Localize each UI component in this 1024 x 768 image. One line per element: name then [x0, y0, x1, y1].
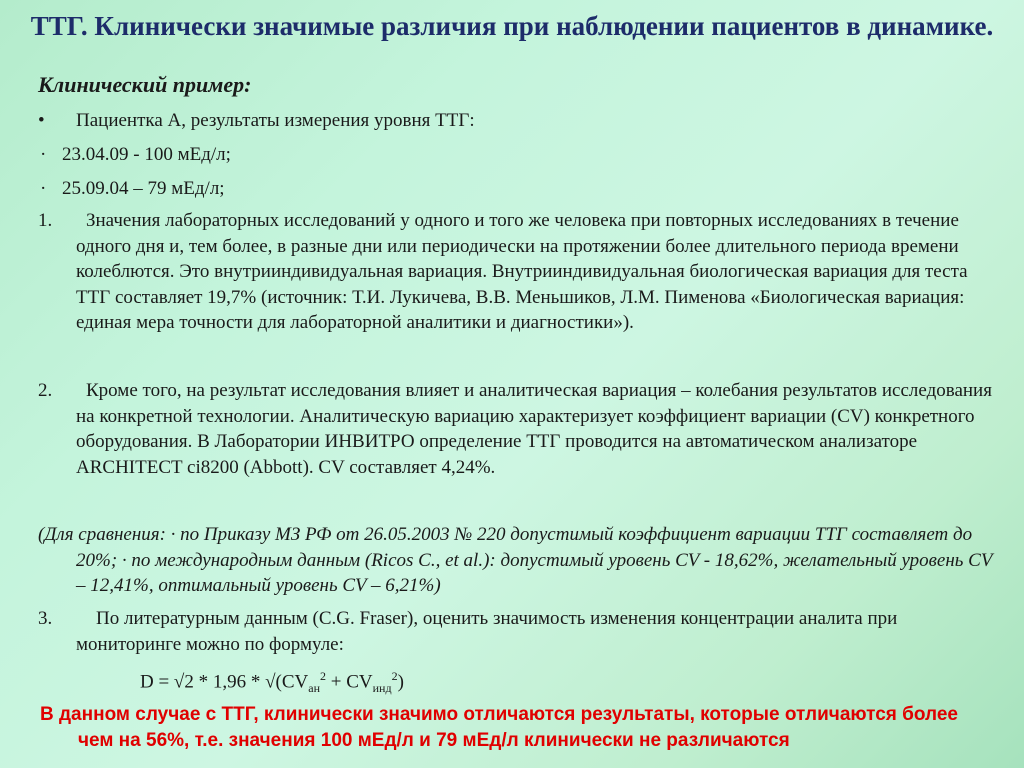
- comparison-text: (Для сравнения: · по Приказу МЗ РФ от 26.05.2003 № 220 допустимый коэффициент вариации ТТГ составляет до 20%; · по международным данным (Ricos C., et al.): допустимый уровень CV - 18,62%, желательный уровень CV – 12,41%, оптимальный уровень CV – 6,21%): [38, 524, 993, 596]
- measurement-item: [38, 176, 1002, 202]
- patient-line: [38, 108, 1002, 134]
- point-text: Кроме того, на результат исследования влияет и аналитическая вариация – колебания результатов исследования на конкретной технологии. Аналитическую вариацию характеризует коэффициент вариации (CV) конкретного оборудования. В Лаборатории ИНВИТРО определение ТТГ проводится на автоматическом анализаторе ARCHITECT ci8200 (Abbott). CV составляет 4,24%.: [76, 380, 992, 478]
- measurement-text: 25.09.04 – 79 мЕд/л;: [62, 178, 225, 199]
- point-number: 1.: [38, 210, 53, 231]
- subtitle: Клинический пример:: [38, 72, 252, 97]
- point-number: 3.: [38, 608, 53, 629]
- measurement-text: 23.04.09 - 100 мЕд/л;: [62, 144, 231, 165]
- point-text: По литературным данным (C.G. Fraser), оценить значимость изменения концентрации аналита при мониторинге можно по формуле:: [76, 608, 898, 655]
- bullet-marker: ·: [40, 144, 47, 165]
- bullet-marker: •: [38, 110, 45, 131]
- conclusion: [40, 702, 998, 753]
- formula: $D = √2 * 1,96 * √(CV_{ан}^2 + CV_{инд}^2)$: [140, 669, 404, 696]
- conclusion-text: В данном случае с ТТГ, клинически значимо отличаются результаты, которые отличаются более чем на 56%, т.е. значения 100 мЕд/л и 79 мЕд/л клинически не различаются: [40, 704, 958, 751]
- numbered-point-3: [38, 606, 1002, 657]
- bullet-marker: ·: [40, 178, 47, 199]
- numbered-point-1: [38, 208, 1002, 336]
- point-number: 2.: [38, 380, 53, 401]
- numbered-point-2: [38, 378, 1002, 480]
- point-text: Значения лабораторных исследований у одного и того же человека при повторных исследованиях в течение одного дня и, тем более, в разные дни или периодически на протяжении более длительного периода времени колеблются. Это внутрииндивидуальная вариация. Внутрииндивидуальная биологическая вариация для теста ТТГ составляет 19,7% (источник: Т.И. Лукичева, В.В. Меньшиков, Л.М. Пименова «Биологическая вариация: единая мера точности для лабораторной аналитики и диагностики»).: [76, 210, 968, 333]
- measurement-item: [38, 142, 1002, 168]
- patient-text: Пациентка А, результаты измерения уровня ТТГ:: [76, 110, 475, 131]
- comparison-note: [38, 522, 1002, 599]
- slide-title: ТТГ. Клинически значимые различия при наблюдении пациентов в динамике.: [30, 11, 994, 41]
